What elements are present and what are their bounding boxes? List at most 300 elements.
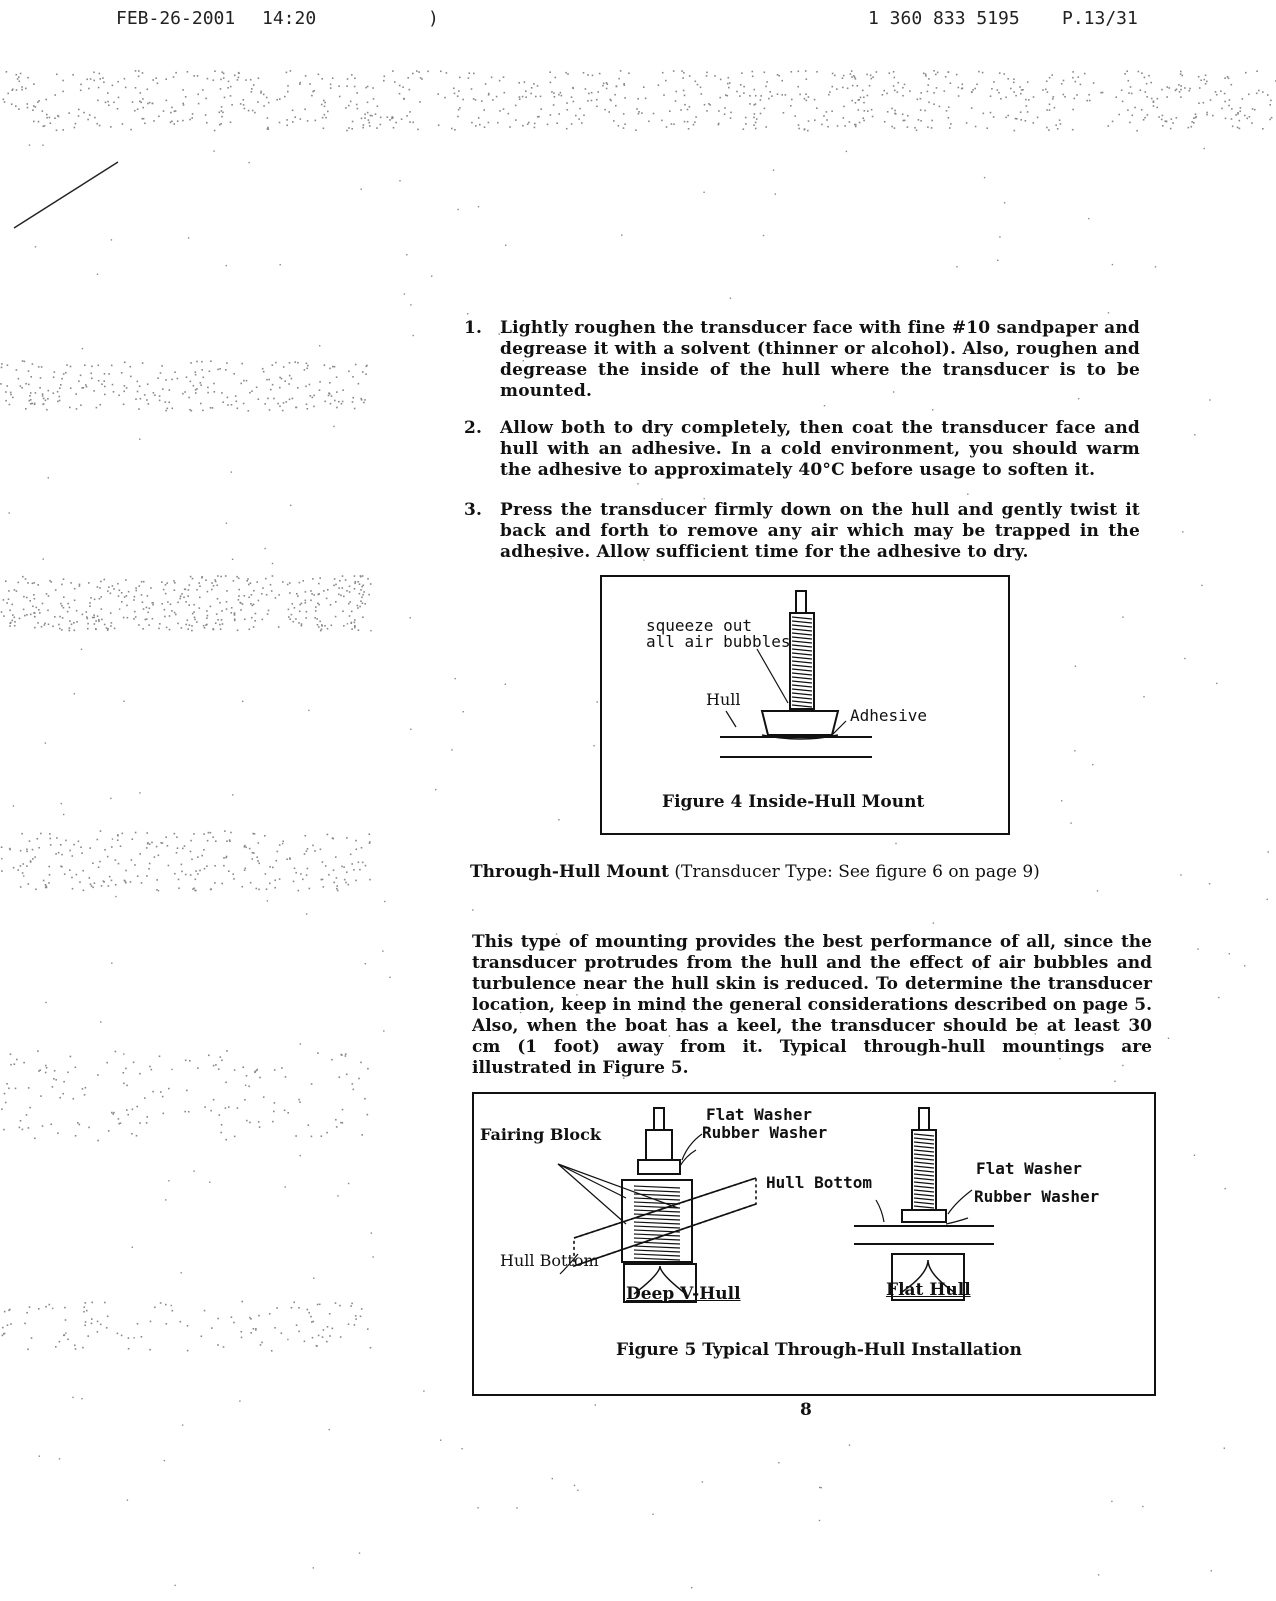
speckle-dot bbox=[252, 858, 254, 860]
speckle-dot bbox=[195, 890, 197, 892]
speckle-dot bbox=[49, 874, 51, 876]
speckle-dot bbox=[342, 389, 344, 391]
speckle-dot bbox=[76, 408, 78, 410]
speckle-dot bbox=[121, 601, 123, 603]
speckle-dot bbox=[132, 101, 134, 103]
speckle-dot bbox=[42, 110, 44, 112]
speckle-dot bbox=[571, 123, 573, 125]
speckle-dot bbox=[193, 75, 195, 77]
speckle-dot bbox=[920, 109, 922, 111]
speckle-dot bbox=[1231, 118, 1233, 120]
speckle-dot bbox=[583, 115, 585, 117]
speckle-dot bbox=[138, 70, 140, 72]
speckle-dot bbox=[369, 842, 371, 844]
speckle-dot bbox=[907, 126, 909, 128]
speckle-dot bbox=[346, 837, 348, 839]
speckle-dot bbox=[19, 618, 21, 620]
speckle-dot bbox=[315, 606, 317, 608]
speckle-dot bbox=[243, 99, 245, 101]
speckle-dot bbox=[267, 613, 269, 615]
speckle-dot bbox=[281, 1332, 283, 1334]
speckle-dot bbox=[777, 74, 779, 76]
speckle-dot bbox=[406, 115, 408, 117]
heading-rest: (Transducer Type: See figure 6 on page 9) bbox=[668, 862, 1040, 882]
speckle-dot bbox=[16, 369, 18, 371]
speckle-dot bbox=[854, 77, 856, 79]
speckle-dot bbox=[354, 86, 356, 88]
speckle-dot bbox=[161, 581, 163, 583]
speckle-dot bbox=[108, 104, 110, 106]
speckle-dot bbox=[427, 71, 429, 73]
speckle-dot bbox=[533, 83, 535, 85]
speckle-dot bbox=[55, 1346, 57, 1348]
speckle-dot bbox=[850, 73, 852, 75]
speckle-dot bbox=[187, 1350, 189, 1352]
speckle-dot bbox=[118, 395, 120, 397]
label-flat-washer-left: Flat Washer bbox=[706, 1105, 812, 1124]
speckle-dot bbox=[1176, 89, 1178, 91]
speckle-dot bbox=[1240, 107, 1242, 109]
speckle-dot bbox=[193, 611, 195, 613]
speckle-dot bbox=[166, 627, 168, 629]
step-text: Lightly roughen the transducer face with fine #10 sandpaper and degrease it with a solvent (thinner or alcohol). Also, roughen and degrease the inside of the hull where the transducer is to be mounted. bbox=[500, 318, 1140, 401]
speckle-dot bbox=[1130, 86, 1132, 88]
speckle-dot bbox=[67, 611, 69, 613]
speckle-dot bbox=[302, 879, 304, 881]
speckle-dot bbox=[253, 626, 255, 628]
speckle-dot bbox=[242, 1066, 244, 1068]
speckle-dot bbox=[232, 559, 233, 560]
speckle-dot bbox=[138, 408, 140, 410]
speckle-dot bbox=[99, 78, 101, 80]
speckle-dot bbox=[121, 372, 123, 374]
speckle-dot bbox=[363, 402, 365, 404]
speckle-dot bbox=[12, 620, 14, 622]
speckle-dot bbox=[1162, 125, 1164, 127]
speckle-dot bbox=[288, 383, 290, 385]
speckle-dot bbox=[337, 1195, 338, 1196]
speckle-dot bbox=[67, 1339, 69, 1341]
speckle-dot bbox=[999, 72, 1001, 74]
speckle-dot bbox=[64, 873, 66, 875]
speckle-dot bbox=[79, 584, 81, 586]
speckle-dot bbox=[257, 101, 259, 103]
speckle-dot bbox=[27, 77, 29, 79]
speckle-dot bbox=[48, 390, 50, 392]
speckle-dot bbox=[1003, 73, 1005, 75]
speckle-dot bbox=[1138, 71, 1140, 73]
speckle-dot bbox=[834, 75, 836, 77]
speckle-dot bbox=[63, 1081, 65, 1083]
speckle-dot bbox=[342, 1109, 344, 1111]
speckle-dot bbox=[238, 72, 240, 74]
speckle-dot bbox=[891, 108, 893, 110]
speckle-dot bbox=[268, 102, 270, 104]
speckle-dot bbox=[70, 1056, 72, 1058]
speckle-dot bbox=[240, 383, 242, 385]
speckle-dot bbox=[278, 626, 280, 628]
speckle-dot bbox=[1195, 117, 1197, 119]
speckle-dot bbox=[553, 104, 555, 106]
speckle-dot bbox=[990, 95, 992, 97]
speckle-dot bbox=[851, 70, 853, 72]
speckle-dot bbox=[30, 392, 32, 394]
speckle-dot bbox=[42, 395, 44, 397]
speckle-dot bbox=[133, 1062, 135, 1064]
speckle-dot bbox=[794, 115, 796, 117]
speckle-dot bbox=[160, 1091, 162, 1093]
speckle-dot bbox=[37, 622, 39, 624]
speckle-dot bbox=[185, 874, 187, 876]
speckle-dot bbox=[596, 99, 598, 101]
speckle-dot bbox=[23, 596, 25, 598]
speckle-dot bbox=[91, 885, 93, 887]
speckle-dot bbox=[142, 107, 144, 109]
pen-stroke bbox=[12, 160, 122, 232]
speckle-dot bbox=[29, 144, 30, 145]
speckle-dot bbox=[8, 590, 10, 592]
speckle-dot bbox=[858, 109, 860, 111]
speckle-dot bbox=[503, 108, 505, 110]
speckle-dot bbox=[230, 86, 232, 88]
speckle-dot bbox=[1195, 113, 1197, 115]
speckle-dot bbox=[99, 125, 101, 127]
speckle-dot bbox=[515, 119, 517, 121]
speckle-dot bbox=[87, 618, 89, 620]
speckle-dot bbox=[384, 901, 385, 902]
speckle-dot bbox=[62, 80, 64, 82]
speckle-dot bbox=[276, 99, 278, 101]
speckle-dot bbox=[221, 619, 223, 621]
speckle-dot bbox=[318, 1335, 320, 1337]
speckle-dot bbox=[25, 408, 27, 410]
speckle-dot bbox=[343, 596, 345, 598]
speckle-dot bbox=[170, 603, 172, 605]
speckle-dot bbox=[894, 90, 896, 92]
speckle-dot bbox=[1086, 100, 1088, 102]
speckle-dot bbox=[1112, 264, 1113, 265]
speckle-dot bbox=[1048, 129, 1050, 131]
speckle-dot bbox=[904, 84, 906, 86]
speckle-dot bbox=[115, 1051, 117, 1053]
speckle-dot bbox=[59, 1097, 61, 1099]
speckle-dot bbox=[37, 838, 39, 840]
speckle-dot bbox=[332, 1328, 334, 1330]
speckle-dot bbox=[370, 630, 371, 631]
speckle-dot bbox=[1182, 75, 1184, 77]
speckle-dot bbox=[9, 512, 10, 513]
speckle-dot bbox=[362, 127, 364, 129]
speckle-dot bbox=[945, 76, 947, 78]
speckle-dot bbox=[166, 1323, 168, 1325]
speckle-dot bbox=[29, 400, 31, 402]
speckle-dot bbox=[1239, 120, 1241, 122]
speckle-dot bbox=[272, 575, 274, 577]
speckle-dot bbox=[287, 85, 289, 87]
speckle-dot bbox=[358, 383, 360, 385]
speckle-dot bbox=[107, 856, 109, 858]
speckle-dot bbox=[367, 1114, 369, 1116]
speckle-dot bbox=[1045, 89, 1047, 91]
speckle-dot bbox=[853, 75, 855, 77]
speckle-dot bbox=[1231, 84, 1233, 86]
speckle-dot bbox=[234, 1136, 236, 1138]
speckle-dot bbox=[662, 72, 664, 74]
speckle-dot bbox=[773, 170, 774, 171]
speckle-dot bbox=[137, 108, 139, 110]
speckle-dot bbox=[641, 112, 643, 114]
speckle-dot bbox=[292, 110, 294, 112]
speckle-dot bbox=[158, 628, 160, 630]
speckle-dot bbox=[497, 122, 499, 124]
speckle-dot bbox=[1155, 266, 1156, 267]
speckle-dot bbox=[299, 82, 301, 84]
speckle-dot bbox=[1072, 77, 1074, 79]
speckle-dot bbox=[267, 398, 269, 400]
speckle-dot bbox=[232, 794, 233, 795]
speckle-dot bbox=[255, 1329, 256, 1330]
speckle-dot bbox=[78, 109, 80, 111]
speckle-dot bbox=[898, 82, 900, 84]
speckle-dot bbox=[9, 610, 11, 612]
speckle-dot bbox=[463, 711, 464, 712]
speckle-dot bbox=[904, 120, 906, 122]
speckle-dot bbox=[313, 395, 315, 397]
speckle-dot bbox=[29, 600, 31, 602]
speckle-dot bbox=[636, 108, 638, 110]
speckle-dot bbox=[117, 583, 119, 585]
speckle-dot bbox=[127, 1499, 128, 1500]
speckle-dot bbox=[355, 880, 357, 882]
speckle-dot bbox=[1037, 117, 1039, 119]
speckle-dot bbox=[214, 882, 216, 884]
speckle-dot bbox=[345, 882, 347, 884]
speckle-dot bbox=[984, 177, 985, 178]
speckle-dot bbox=[76, 610, 78, 612]
speckle-dot bbox=[323, 1329, 325, 1331]
speckle-dot bbox=[383, 80, 385, 82]
speckle-dot bbox=[261, 593, 263, 595]
speckle-dot bbox=[1206, 114, 1208, 116]
speckle-dot bbox=[227, 87, 229, 89]
speckle-dot bbox=[467, 313, 468, 314]
speckle-dot bbox=[566, 128, 568, 130]
speckle-dot bbox=[675, 100, 677, 102]
speckle-dot bbox=[1005, 117, 1007, 119]
speckle-dot bbox=[282, 841, 284, 843]
speckle-dot bbox=[113, 102, 115, 104]
speckle-dot bbox=[306, 363, 308, 365]
speckle-dot bbox=[4, 1093, 6, 1095]
speckle-dot bbox=[863, 120, 865, 122]
speckle-dot bbox=[485, 83, 487, 85]
speckle-dot bbox=[171, 1305, 172, 1306]
speckle-dot bbox=[235, 395, 237, 397]
speckle-dot bbox=[266, 97, 268, 99]
speckle-dot bbox=[201, 1336, 203, 1338]
speckle-dot bbox=[271, 1350, 273, 1352]
speckle-dot bbox=[8, 598, 10, 600]
speckle-dot bbox=[34, 616, 36, 618]
speckle-dot bbox=[139, 1073, 141, 1075]
speckle-dot bbox=[560, 92, 562, 94]
speckle-dot bbox=[234, 1069, 236, 1071]
speckle-dot bbox=[99, 598, 101, 600]
speckle-dot bbox=[45, 884, 47, 886]
speckle-dot bbox=[190, 362, 192, 364]
speckle-dot bbox=[1167, 86, 1169, 88]
speckle-dot bbox=[91, 1323, 93, 1325]
speckle-dot bbox=[483, 109, 485, 111]
speckle-dot bbox=[1198, 76, 1200, 78]
speckle-dot bbox=[91, 378, 93, 380]
subtitle-deep-v-hull: Deep V-Hull bbox=[626, 1284, 741, 1304]
speckle-dot bbox=[50, 838, 52, 840]
speckle-dot bbox=[148, 403, 150, 405]
speckle-dot bbox=[184, 1111, 186, 1113]
speckle-dot bbox=[298, 1331, 300, 1333]
speckle-dot bbox=[1180, 89, 1182, 91]
speckle-dot bbox=[69, 620, 71, 622]
speckle-dot bbox=[7, 93, 9, 95]
speckle-dot bbox=[243, 380, 245, 382]
speckle-dot bbox=[508, 113, 510, 115]
speckle-dot bbox=[1, 858, 2, 859]
speckle-dot bbox=[289, 592, 291, 594]
speckle-dot bbox=[110, 798, 111, 799]
speckle-dot bbox=[1224, 93, 1226, 95]
speckle-dot bbox=[274, 887, 276, 889]
speckle-dot bbox=[319, 381, 321, 383]
speckle-dot bbox=[693, 124, 695, 126]
speckle-dot bbox=[226, 362, 228, 364]
speckle-dot bbox=[126, 1109, 128, 1111]
speckle-dot bbox=[307, 120, 309, 122]
speckle-dot bbox=[98, 380, 100, 382]
speckle-dot bbox=[360, 589, 362, 591]
speckle-dot bbox=[666, 126, 668, 128]
speckle-dot bbox=[60, 844, 62, 846]
speckle-dot bbox=[132, 1247, 133, 1248]
speckle-dot bbox=[1063, 94, 1065, 96]
speckle-dot bbox=[1268, 851, 1269, 852]
speckle-dot bbox=[337, 890, 339, 892]
speckle-dot bbox=[389, 119, 391, 121]
speckle-dot bbox=[948, 117, 950, 119]
speckle-dot bbox=[409, 121, 411, 123]
speckle-dot bbox=[57, 391, 59, 393]
speckle-dot bbox=[259, 1077, 261, 1079]
speckle-dot bbox=[335, 616, 337, 618]
speckle-dot bbox=[55, 1079, 57, 1081]
speckle-dot bbox=[88, 1127, 90, 1129]
speckle-dot bbox=[688, 128, 690, 130]
speckle-dot bbox=[202, 89, 204, 91]
speckle-dot bbox=[933, 92, 935, 94]
speckle-dot bbox=[69, 627, 71, 629]
speckle-dot bbox=[844, 125, 846, 127]
step-number: 2. bbox=[464, 418, 483, 438]
speckle-dot bbox=[190, 851, 192, 853]
speckle-dot bbox=[933, 922, 934, 923]
speckle-dot bbox=[106, 1062, 108, 1064]
speckle-dot bbox=[364, 603, 366, 605]
speckle-dot bbox=[171, 610, 173, 612]
speckle-dot bbox=[816, 71, 818, 73]
speckle-dot bbox=[126, 1085, 128, 1087]
speckle-dot bbox=[399, 93, 401, 95]
speckle-dot bbox=[5, 400, 7, 402]
speckle-dot bbox=[797, 86, 799, 88]
speckle-dot bbox=[200, 382, 202, 384]
speckle-dot bbox=[413, 335, 414, 336]
speckle-dot bbox=[1108, 312, 1109, 313]
speckle-dot bbox=[1000, 98, 1002, 100]
speckle-dot bbox=[320, 849, 322, 851]
speckle-dot bbox=[1072, 109, 1074, 111]
speckle-dot bbox=[383, 1030, 384, 1031]
speckle-dot bbox=[108, 586, 110, 588]
speckle-dot bbox=[5, 391, 7, 393]
speckle-dot bbox=[446, 72, 448, 74]
speckle-dot bbox=[876, 71, 878, 73]
speckle-dot bbox=[23, 609, 25, 611]
speckle-dot bbox=[1166, 96, 1168, 98]
speckle-dot bbox=[241, 1337, 243, 1339]
speckle-dot bbox=[806, 100, 808, 102]
speckle-dot bbox=[267, 117, 269, 119]
speckle-dot bbox=[1007, 78, 1009, 80]
speckle-dot bbox=[354, 583, 356, 585]
speckle-dot bbox=[11, 103, 13, 105]
speckle-dot bbox=[42, 393, 44, 395]
speckle-dot bbox=[805, 93, 807, 95]
speckle-dot bbox=[191, 625, 193, 627]
speckle-dot bbox=[725, 94, 727, 96]
speckle-dot bbox=[1189, 88, 1191, 90]
speckle-dot bbox=[233, 878, 235, 880]
speckle-dot bbox=[313, 1567, 314, 1568]
speckle-dot bbox=[185, 96, 187, 98]
speckle-dot bbox=[104, 579, 106, 581]
speckle-dot bbox=[331, 395, 333, 397]
speckle-dot bbox=[149, 1066, 151, 1068]
speckle-dot bbox=[64, 1307, 66, 1309]
speckle-dot bbox=[736, 91, 738, 93]
speckle-dot bbox=[352, 376, 354, 378]
speckle-dot bbox=[505, 684, 506, 685]
speckle-dot bbox=[163, 1113, 165, 1115]
speckle-dot bbox=[168, 1088, 170, 1090]
speckle-dot bbox=[706, 72, 708, 74]
speckle-dot bbox=[595, 1404, 596, 1405]
speckle-dot bbox=[613, 120, 615, 122]
speckle-dot bbox=[100, 1324, 102, 1326]
speckle-dot bbox=[29, 1107, 31, 1109]
speckle-dot bbox=[740, 84, 742, 86]
speckle-dot bbox=[94, 599, 96, 601]
speckle-dot bbox=[289, 375, 291, 377]
speckle-dot bbox=[282, 410, 284, 412]
speckle-dot bbox=[204, 1106, 206, 1108]
speckle-dot bbox=[763, 235, 764, 236]
speckle-dot bbox=[185, 601, 187, 603]
speckle-dot bbox=[459, 107, 461, 109]
speckle-dot bbox=[783, 112, 785, 114]
speckle-dot bbox=[230, 121, 232, 123]
speckle-dot bbox=[101, 619, 103, 621]
speckle-dot bbox=[547, 124, 549, 126]
